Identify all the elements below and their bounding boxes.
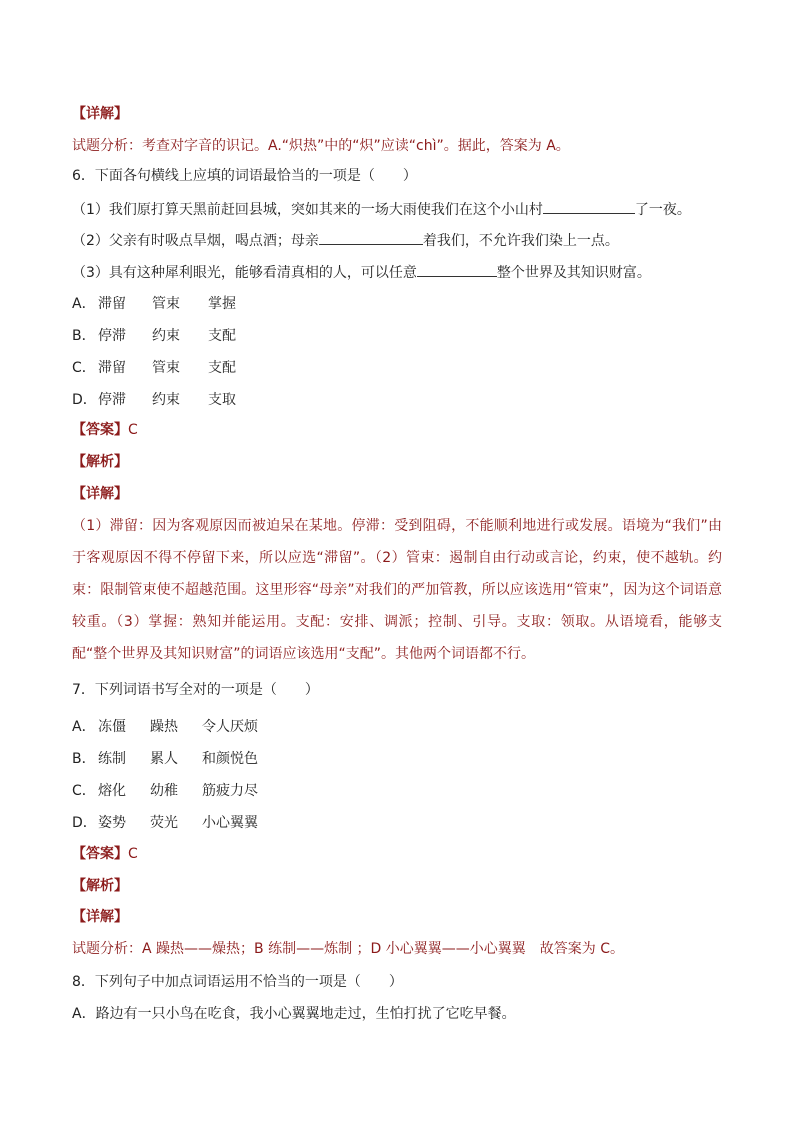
q7-stem: 7．下列词语书写全对的一项是（ ）: [72, 682, 319, 698]
q6-option-d: [72, 390, 236, 410]
answer-value: C: [128, 422, 138, 438]
option-label: B．: [72, 328, 96, 344]
answer-value: C: [128, 846, 138, 862]
q6-answer: [72, 420, 138, 440]
option-label: B．: [72, 751, 96, 767]
q6-explanation: （1）滞留：因为客观原因而被迫呆在某地。停滞：受到阻碍，不能顺利地进行或发展。语境为“我们”由于客观原因不得不停留下来，所以应选“滞留”。（2）管束：遏制自由行动或言论，约束，使不越轨。约束：限制管束使不超越范围。这里形容“母亲”对我们的严加管教，所以应该选用“管束”，因为这个词语意较重。（3）掌握：熟知并能运用。支配：安排、调派；控制、引导。支取：领取。从语境看，能够支配“整个世界及其知识财富”的词语应该选用“支配”。其他两个词语都不行。: [72, 518, 722, 662]
option-word: 令人厌烦: [202, 719, 258, 735]
q6-s2-text-a: （2）父亲有时吸点旱烟，喝点酒；母亲: [72, 233, 319, 249]
option-word: 熔化: [98, 783, 126, 799]
q6-s3-text-b: 整个世界及其知识财富。: [496, 265, 651, 281]
q6-s1-text-b: 了一夜。: [634, 202, 691, 218]
option-word: 支配: [208, 328, 236, 344]
q7-option-b: [72, 749, 258, 769]
q7-option-d: [72, 813, 258, 833]
option-word: 累人: [150, 751, 178, 767]
q6-s3-text-a: （3）具有这种犀利眼光，能够看清真相的人，可以任意: [72, 265, 417, 281]
option-word: 躁热: [150, 719, 178, 735]
option-word: 姿势: [98, 815, 126, 831]
answer-tag: 【答案】: [72, 846, 128, 862]
answer-tag: 【答案】: [72, 422, 128, 438]
option-word: 滞留: [98, 360, 126, 376]
option-word: 练制: [98, 751, 126, 767]
option-word: 幼稚: [150, 783, 178, 799]
option-word: 停滞: [98, 392, 126, 408]
q7-explanation: 试题分析：A 躁热——燥热；B 练制——炼制 ；D 小心翼翼——小心翼翼 故答案为 C。: [72, 941, 624, 957]
option-label: D．: [72, 392, 97, 408]
q6-sentence-2: [72, 230, 619, 251]
option-label: C．: [72, 783, 96, 799]
q6-blank-2: [319, 230, 423, 245]
option-word: 停滞: [98, 328, 126, 344]
q6-blank-1: [543, 199, 635, 214]
q6-option-c: [72, 358, 236, 378]
option-word: 掌握: [208, 296, 236, 312]
analysis-tag: 【解析】: [72, 878, 128, 894]
q8-option-a: A．路边有一只小鸟在吃食，我小心翼翼地走过，生怕打扰了它吃早餐。: [72, 1006, 516, 1022]
q8-stem: 8．下列句子中加点词语运用不恰当的一项是（ ）: [72, 974, 403, 990]
q6-option-b: [72, 326, 236, 346]
option-word: 管束: [152, 296, 180, 312]
option-label: A．: [72, 719, 96, 735]
option-word: 滞留: [98, 296, 126, 312]
q6-s1-text-a: （1）我们原打算天黑前赶回县城，突如其来的一场大雨使我们在这个小山村: [72, 202, 543, 218]
option-label: A．: [72, 296, 96, 312]
option-label: C．: [72, 360, 96, 376]
option-word: 荧光: [150, 815, 178, 831]
option-word: 筋疲力尽: [202, 783, 258, 799]
q7-answer: [72, 844, 138, 864]
option-word: 管束: [152, 360, 180, 376]
q7-option-a: [72, 717, 258, 737]
q6-sentence-1: [72, 199, 691, 220]
detail-tag: 【详解】: [72, 486, 128, 502]
analysis-tag: 【解析】: [72, 454, 128, 470]
option-word: 支配: [208, 360, 236, 376]
option-word: 冻僵: [98, 719, 126, 735]
option-word: 支取: [208, 392, 236, 408]
q7-option-c: [72, 781, 258, 801]
q6-blank-3: [417, 262, 497, 277]
option-word: 小心翼翼: [202, 815, 258, 831]
option-word: 约束: [152, 328, 180, 344]
q6-stem: 6．下面各句横线上应填的词语最恰当的一项是（ ）: [72, 168, 417, 184]
q6-option-a: [72, 294, 236, 314]
option-word: 和颜悦色: [202, 751, 258, 767]
detail-tag: 【详解】: [72, 909, 128, 925]
option-word: 约束: [152, 392, 180, 408]
q5-analysis: 试题分析：考查对字音的识记。A.“炽热”中的“炽”应读“chì”。据此，答案为 A。: [72, 138, 570, 154]
q6-s2-text-b: 着我们，不允许我们染上一点。: [422, 233, 619, 249]
option-label: D．: [72, 815, 97, 831]
detail-tag: 【详解】: [72, 106, 128, 122]
q6-sentence-3: [72, 262, 651, 283]
